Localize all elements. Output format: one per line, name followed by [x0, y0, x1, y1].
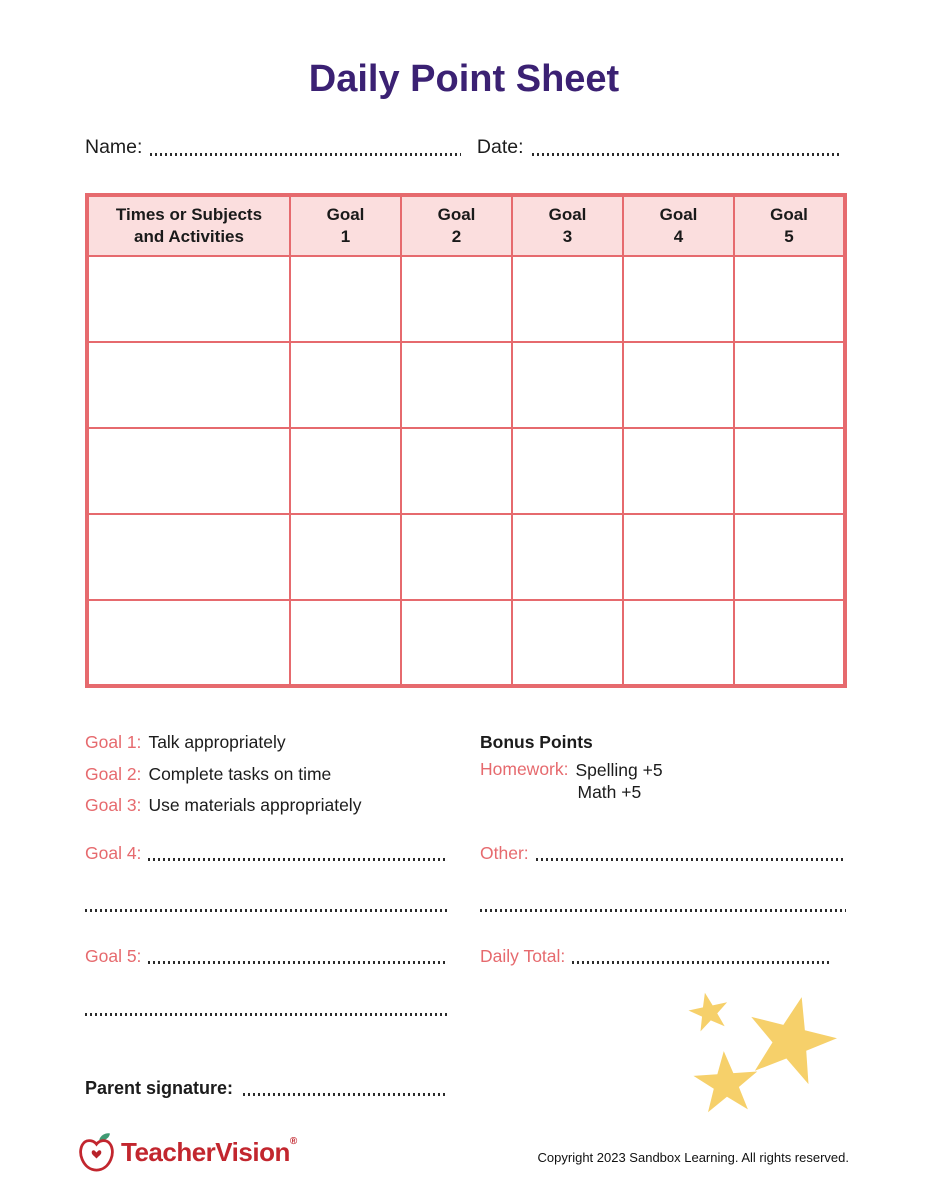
goal-2-label: Goal 2: [85, 763, 142, 784]
parent-signature-label: Parent signature: [85, 1078, 234, 1098]
other-row [480, 843, 846, 864]
table-cell[interactable] [87, 514, 290, 600]
homework-label: Homework: [480, 758, 569, 779]
goal-1-text: Talk appropriately [148, 732, 286, 753]
table-cell[interactable] [734, 256, 845, 342]
teachervision-logo [78, 1132, 297, 1173]
goals-legend [85, 727, 465, 822]
goal-2-definition [85, 759, 465, 791]
star-icon [684, 987, 734, 1037]
table-cell[interactable] [87, 342, 290, 428]
homework-items [576, 759, 663, 804]
table-cell[interactable] [290, 342, 401, 428]
registered-mark: ® [289, 1136, 297, 1147]
star-icon [690, 1047, 763, 1120]
column-header-goal-5: Goal 5 [734, 195, 845, 256]
brand-name: TeacherVision® [121, 1136, 297, 1167]
page-title: Daily Point Sheet [308, 58, 620, 100]
parent-signature-line[interactable] [243, 1093, 447, 1096]
goal-1-label: Goal 1: [85, 732, 142, 753]
table-row [87, 514, 845, 600]
goal-5-input-line[interactable] [148, 961, 448, 964]
goal-1-definition [85, 727, 465, 759]
table-cell[interactable] [401, 256, 512, 342]
table-cell[interactable] [290, 428, 401, 514]
table-cell[interactable] [734, 428, 845, 514]
table-row [87, 256, 845, 342]
name-date-row [85, 136, 842, 159]
table-cell[interactable] [401, 514, 512, 600]
column-header-goal-2: Goal 2 [401, 195, 512, 256]
table-cell[interactable] [401, 342, 512, 428]
copyright-text: Copyright 2023 Sandbox Learning. All rights reserved. [537, 1150, 849, 1165]
table-cell[interactable] [87, 256, 290, 342]
bonus-points-section [480, 727, 846, 804]
table-header-row [87, 195, 845, 256]
table-cell[interactable] [623, 256, 734, 342]
column-header-goal-1: Goal 1 [290, 195, 401, 256]
table-cell[interactable] [87, 428, 290, 514]
bonus-points-heading: Bonus Points [480, 732, 593, 753]
name-input-line[interactable] [150, 153, 460, 156]
table-cell[interactable] [623, 428, 734, 514]
goal-3-definition [85, 790, 465, 822]
goal-4-row [85, 843, 448, 864]
other-continuation-line[interactable] [480, 909, 846, 912]
table-row [87, 600, 845, 686]
column-header-goal-4: Goal 4 [623, 195, 734, 256]
table-cell[interactable] [734, 600, 845, 686]
daily-total-label: Daily Total: [480, 946, 566, 966]
goal-5-row [85, 946, 448, 967]
name-label: Name: [85, 136, 143, 158]
goal-5-continuation-line[interactable] [85, 1013, 448, 1016]
table-cell[interactable] [623, 600, 734, 686]
table-cell[interactable] [623, 342, 734, 428]
table-row [87, 428, 845, 514]
goal-3-label: Goal 3: [85, 795, 142, 816]
homework-item-math: Math +5 [577, 782, 642, 802]
points-table-body [87, 256, 845, 686]
table-cell[interactable] [290, 514, 401, 600]
table-cell[interactable] [512, 428, 623, 514]
daily-total-row [480, 946, 832, 967]
table-cell[interactable] [401, 600, 512, 686]
goal-4-input-line[interactable] [148, 858, 448, 861]
homework-bonus-row [480, 759, 846, 804]
stars-decoration [678, 985, 853, 1120]
table-cell[interactable] [401, 428, 512, 514]
column-header-activities-line1: Times or Subjects [115, 205, 263, 224]
goal-3-text: Use materials appropriately [148, 795, 362, 816]
homework-item-spelling: Spelling +5 [575, 759, 663, 780]
other-input-line[interactable] [536, 858, 846, 861]
table-cell[interactable] [734, 342, 845, 428]
table-cell[interactable] [512, 514, 623, 600]
goal-4-label: Goal 4: [85, 843, 142, 863]
table-cell[interactable] [512, 256, 623, 342]
table-cell[interactable] [512, 342, 623, 428]
date-label: Date: [476, 136, 524, 158]
goal-4-continuation-line[interactable] [85, 909, 448, 912]
column-header-activities [87, 195, 290, 256]
table-cell[interactable] [512, 600, 623, 686]
date-input-line[interactable] [532, 153, 842, 156]
table-cell[interactable] [734, 514, 845, 600]
goal-5-label: Goal 5: [85, 946, 142, 966]
table-cell[interactable] [623, 514, 734, 600]
column-header-goal-3: Goal 3 [512, 195, 623, 256]
table-cell[interactable] [290, 256, 401, 342]
table-cell[interactable] [290, 600, 401, 686]
apple-logo-icon [78, 1132, 115, 1173]
other-label: Other: [480, 843, 529, 863]
points-table [85, 193, 847, 688]
goal-2-text: Complete tasks on time [148, 763, 332, 784]
daily-total-input-line[interactable] [572, 961, 832, 964]
parent-signature-row [85, 1078, 447, 1099]
column-header-activities-line2: and Activities [134, 227, 244, 246]
table-cell[interactable] [87, 600, 290, 686]
table-row [87, 342, 845, 428]
